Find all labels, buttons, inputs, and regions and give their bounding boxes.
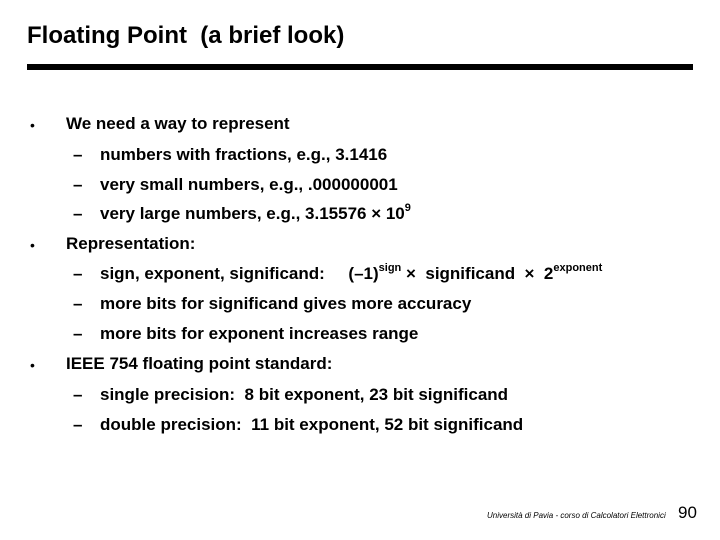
bullet-marker: • [30, 117, 35, 133]
sub-bullet-text: very small numbers, e.g., .000000001 [100, 175, 398, 194]
sub-bullet-text: sign, exponent, significand: (–1) [100, 264, 379, 283]
bullet-text: We need a way to represent [66, 114, 290, 133]
footer-text: Università di Pavia - corso di Calcolatori Elettronici [487, 511, 666, 520]
bullet-text: Representation: [66, 234, 196, 253]
dash-marker: – [73, 204, 83, 223]
bullet-marker: • [30, 357, 35, 373]
sub-bullet [73, 264, 602, 284]
dash-marker: – [73, 294, 83, 313]
sub-bullet [73, 324, 418, 344]
sub-bullet-text: more bits for exponent increases range [100, 324, 419, 343]
dash-marker: – [73, 415, 83, 434]
sub-bullet [73, 175, 398, 195]
dash-marker: – [73, 324, 83, 343]
superscript: exponent [553, 262, 603, 275]
sub-bullet [73, 294, 471, 314]
bullet-marker: • [30, 237, 35, 253]
sub-bullet [73, 204, 411, 224]
dash-marker: – [73, 145, 83, 164]
dash-marker: – [73, 264, 83, 283]
sub-bullet-text: numbers with fractions, e.g., 3.1416 [100, 145, 388, 164]
superscript: 9 [404, 202, 411, 215]
slide-title: Floating Point (a brief look) [27, 22, 345, 49]
page-number: 90 [678, 503, 697, 522]
title-underline [27, 64, 693, 70]
sub-bullet-text: very large numbers, e.g., 3.15576 × 10 [100, 204, 405, 223]
sub-bullet [73, 145, 387, 165]
sub-bullet-text: single precision: 8 bit exponent, 23 bit significand [100, 385, 509, 404]
sub-bullet-text: × significand × 2 [401, 264, 554, 283]
dash-marker: – [73, 385, 83, 404]
sub-bullet-text: double precision: 11 bit exponent, 52 bit significand [100, 415, 524, 434]
superscript: sign [378, 262, 402, 275]
bullet-text: IEEE 754 floating point standard: [66, 354, 333, 373]
sub-bullet [73, 415, 523, 435]
dash-marker: – [73, 175, 83, 194]
sub-bullet [73, 385, 508, 405]
sub-bullet-text: more bits for significand gives more accuracy [100, 294, 472, 313]
